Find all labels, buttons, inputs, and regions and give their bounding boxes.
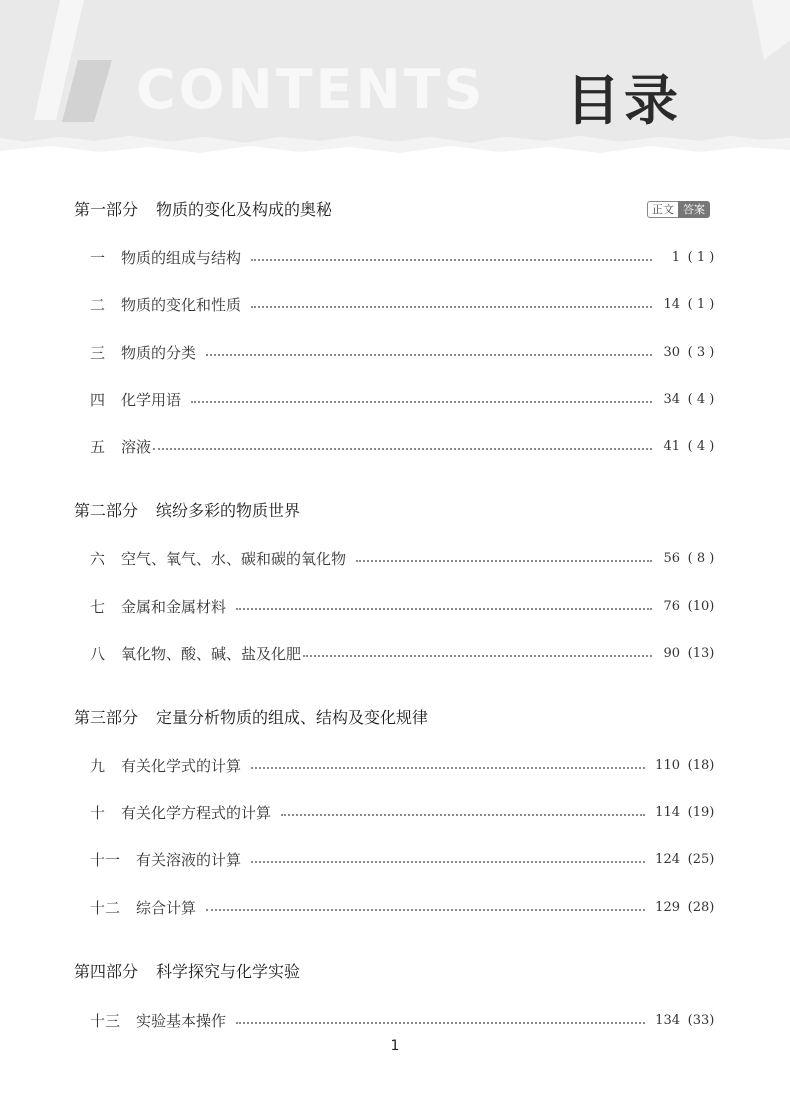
entry-answer-page: 1 [696,296,706,312]
entry-title: 物质的分类 [121,343,197,362]
dot-leader [281,813,645,816]
section-part: 第二部分 [74,501,139,520]
toc-entry[interactable]: 六 空气、氧气、水、碳和碳的氧化物 56 ( 8 ) [90,549,715,568]
page-title: 目录 [566,69,682,132]
entry-page: 56 [663,550,680,566]
entry-number: 三 [90,343,106,362]
toc-entry[interactable]: 十二 综合计算 129 (28) [90,898,715,917]
entry-number: 二 [90,295,106,314]
entry-number: 四 [90,390,106,409]
entry-number: 九 [90,756,106,775]
entry-title: 有关化学方程式的计算 [121,803,272,822]
entry-number: 五 [90,437,106,456]
entry-answer-page: 1 [696,249,706,265]
entry-page: 41 [663,438,680,454]
entry-title: 物质的组成与结构 [121,248,242,267]
toc-entry[interactable]: 九 有关化学式的计算 110 (18) [90,756,715,775]
entry-title: 氧化物、酸、碱、盐及化肥 [121,644,302,663]
entry-title: 综合计算 [136,898,197,917]
entry-title: 金属和金属材料 [121,597,227,616]
toc-entry[interactable]: 十一 有关溶液的计算 124 (25) [90,850,715,869]
entry-title: 有关化学式的计算 [121,756,242,775]
entry-answer-page: 4 [696,391,706,407]
toc-entry[interactable]: 七 金属和金属材料 76 (10) [90,597,715,616]
section-name: 物质的变化及构成的奥秘 [156,200,333,219]
entry-title: 化学用语 [121,390,182,409]
dot-leader [251,258,652,261]
entry-answer-page: 18 [692,757,710,773]
dot-leader [251,766,645,769]
entry-title: 物质的变化和性质 [121,295,242,314]
dot-leader [153,447,652,450]
entry-page: 110 [655,757,680,773]
entry-number: 一 [90,248,106,267]
entry-answer-page: 13 [692,645,710,661]
dot-leader [251,305,652,308]
section-title [74,501,300,521]
entry-title: 实验基本操作 [136,1011,227,1030]
dot-leader [303,654,652,657]
dot-leader [206,908,645,911]
section-name: 定量分析物质的组成、结构及变化规律 [156,708,429,727]
dot-leader [206,353,652,356]
entry-answer-page: 33 [692,1012,710,1028]
entry-number: 七 [90,597,106,616]
legend-badge [647,201,710,218]
entry-number: 六 [90,549,106,568]
toc-entry[interactable]: 一 物质的组成与结构 1 ( 1 ) [90,248,715,267]
entry-page: 14 [663,296,680,312]
badge-text-label: 正文 [647,201,678,218]
entry-page: 129 [655,899,680,915]
toc-entry[interactable]: 三 物质的分类 30 ( 3 ) [90,343,715,362]
toc-entry[interactable]: 十三 实验基本操作 134 (33) [90,1011,715,1030]
toc-entry[interactable]: 五 溶液 41 ( 4 ) [90,437,715,456]
toc-entry[interactable]: 八 氧化物、酸、碱、盐及化肥 90 (13) [90,644,715,663]
section-title [74,200,332,220]
dot-leader [191,400,652,403]
toc-entry[interactable]: 二 物质的变化和性质 14 ( 1 ) [90,295,715,314]
section-part: 第四部分 [74,962,139,981]
entry-number: 十 [90,803,106,822]
entry-title: 溶液 [121,437,152,456]
entry-page: 114 [655,804,680,820]
entry-answer-page: 28 [692,899,710,915]
entry-answer-page: 19 [692,804,710,820]
entry-page: 134 [655,1012,680,1028]
entry-title: 有关溶液的计算 [136,850,242,869]
page-number: 1 [390,1038,400,1054]
section-name: 缤纷多彩的物质世界 [156,501,301,520]
entry-page: 30 [663,344,680,360]
entry-page: 90 [663,645,680,661]
entry-answer-page: 8 [696,550,706,566]
entry-title: 空气、氧气、水、碳和碳的氧化物 [121,549,347,568]
entry-number: 十一 [90,850,121,869]
entry-page: 124 [655,851,680,867]
section-name: 科学探究与化学实验 [156,962,301,981]
dot-leader [236,1021,645,1024]
section-title [74,962,300,982]
toc-entry[interactable]: 十 有关化学方程式的计算 114 (19) [90,803,715,822]
badge-answer-label: 答案 [678,201,710,218]
entry-answer-page: 4 [696,438,706,454]
entry-page: 76 [663,598,680,614]
dot-leader [356,559,652,562]
entry-page: 1 [671,249,680,265]
entry-answer-page: 25 [692,851,710,867]
section-title [74,708,428,728]
section-part: 第三部分 [74,708,139,727]
entry-answer-page: 10 [692,598,710,614]
entry-number: 十二 [90,898,121,917]
dot-leader [251,860,645,863]
dot-leader [236,607,652,610]
entry-number: 十三 [90,1011,121,1030]
section-part: 第一部分 [74,200,139,219]
toc-entry[interactable]: 四 化学用语 34 ( 4 ) [90,390,715,409]
entry-page: 34 [663,391,680,407]
entry-answer-page: 3 [696,344,706,360]
contents-word: CONTENTS [136,58,486,121]
entry-number: 八 [90,644,106,663]
